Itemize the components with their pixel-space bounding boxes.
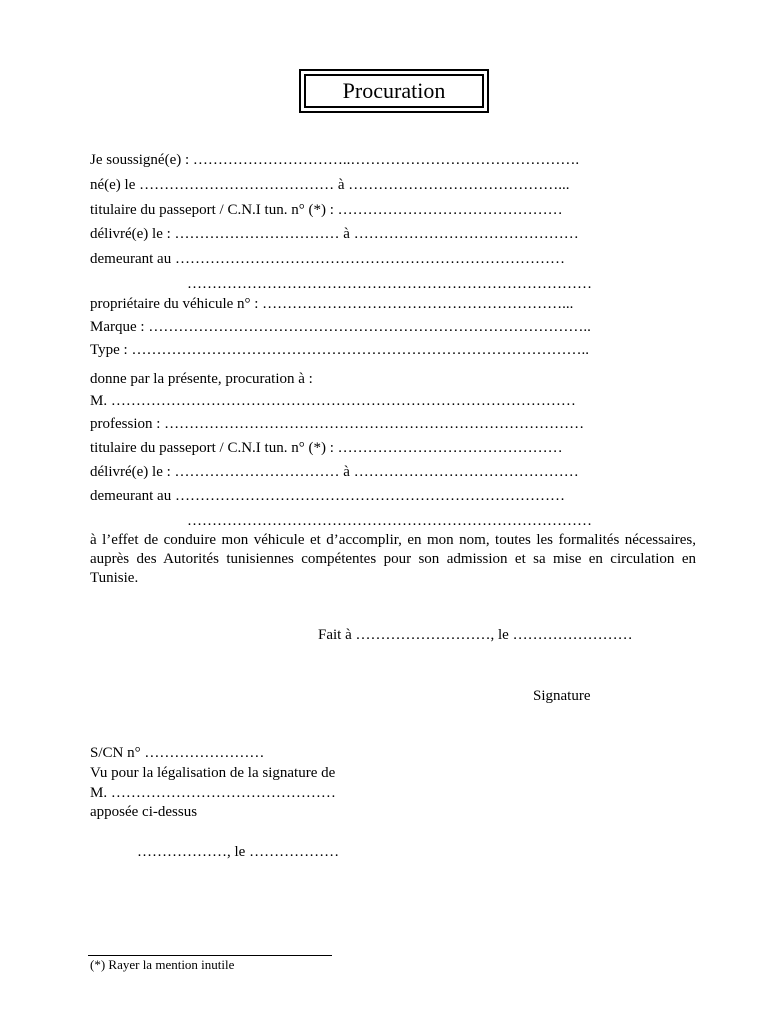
line-mandataire: M. ………………………………………………………………………………… xyxy=(90,393,576,409)
page-title: Procuration xyxy=(304,74,484,108)
line-type: Type : ……………………………………………………………………………….. xyxy=(90,342,589,358)
title-box xyxy=(299,69,489,113)
footnote: (*) Rayer la mention inutile xyxy=(90,957,235,972)
legal-scn: S/CN n° …………………… xyxy=(90,745,265,761)
line-passeport-1: titulaire du passeport / C.N.I tun. n° (*) : ……………………………………… xyxy=(90,202,563,218)
line-demeurant-2-cont: ……………………………………………………………………… xyxy=(187,513,592,529)
legal-apposee: apposée ci-dessus xyxy=(90,804,198,820)
line-delivre-1: délivré(e) le : …………………………… à ……………………………………… xyxy=(90,226,579,242)
line-vehicule: propriétaire du véhicule n° : ……………………………………………………... xyxy=(90,296,574,312)
legal-m: M. ……………………………………… xyxy=(90,785,336,801)
line-profession: profession : ………………………………………………………………………… xyxy=(90,416,585,432)
signature-label: Signature xyxy=(533,688,591,704)
legal-date: ………………, le ……………… xyxy=(137,844,340,860)
line-delivre-2: délivré(e) le : …………………………… à ……………………………………… xyxy=(90,464,579,480)
purpose-paragraph: à l’effet de conduire mon véhicule et d’accomplir, en mon nom, toutes les formalités nécessaires, auprès des Autorités tunisiennes compétentes pour son admission et sa mise en circulation en Tunisie. xyxy=(90,532,696,586)
line-demeurant-1-cont: ……………………………………………………………………… xyxy=(187,276,592,292)
line-donne: donne par la présente, procuration à : xyxy=(90,371,313,387)
line-soussigne: Je soussigné(e) : …………………………..………………………………………. xyxy=(90,152,580,168)
place-date-line: Fait à ………………………, le …………………… xyxy=(318,627,633,643)
line-passeport-2: titulaire du passeport / C.N.I tun. n° (*) : ……………………………………… xyxy=(90,440,563,456)
legal-vu: Vu pour la légalisation de la signature de xyxy=(90,765,336,781)
line-demeurant-2: demeurant au …………………………………………………………………… xyxy=(90,488,565,504)
line-demeurant-1: demeurant au …………………………………………………………………… xyxy=(90,251,565,267)
line-ne-le: né(e) le ………………………………… à ……………………………………... xyxy=(90,177,570,193)
line-marque: Marque : …………………………………………………………………………….. xyxy=(90,319,591,335)
footnote-rule xyxy=(88,955,332,956)
